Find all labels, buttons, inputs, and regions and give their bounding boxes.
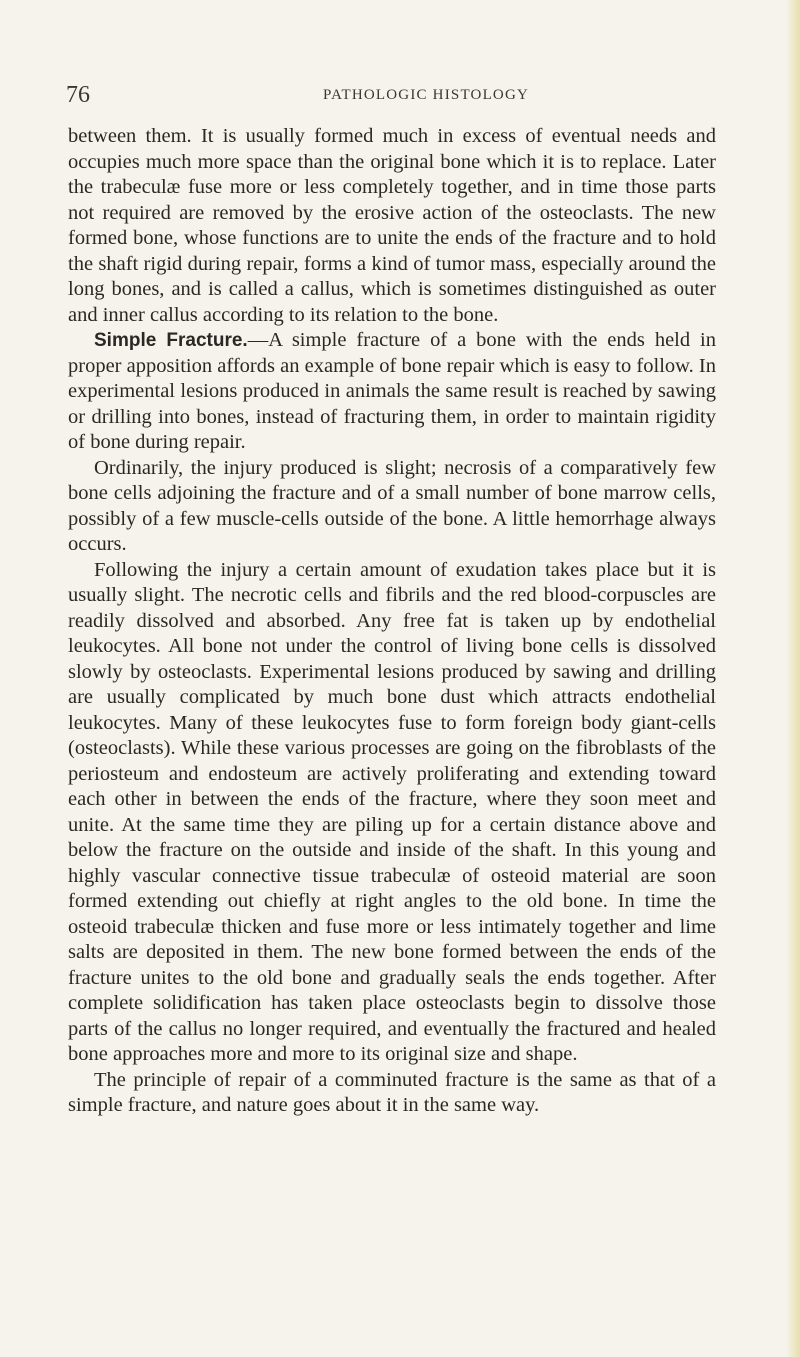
section-heading-simple-fracture: Simple Fracture. (94, 330, 248, 351)
paragraph-simple-fracture-text: —A simple fracture of a bone with the ends held in proper apposition affords an example of bone repair which is easy to follow. In experimental lesions produced in animals the same result is reached by sawing or drilling into bones, instead of fracturing them, in order to maintain rigidity of bone during repair. (68, 329, 716, 453)
page-edge-shadow (786, 0, 800, 1357)
paragraph-injury: Ordinarily, the injury produced is slight; necrosis of a comparatively few bone cells adjoining the fracture and of a small number of bone marrow cells, possibly of a few muscle-cells outside of the bone. A little hemorrhage always occurs. (68, 456, 716, 555)
paragraph-simple-fracture (68, 328, 716, 456)
paragraph-exudation: Following the injury a certain amount of exudation takes place but it is usually slight. The necrotic cells and fibrils and the red blood-corpuscles are readily dissolved and absorbed. Any free fat is taken up by endothelial leukocytes. All bone not under the control of living bone cells is dissolved slowly by osteoclasts. Experimental lesions produced by sawing and drilling are usually complicated by much bone dust which attracts endothelial leukocytes. Many of these leukocytes fuse to form foreign body giant-cells (osteoclasts). While these various processes are going on the fibroblasts of the periosteum and endosteum are actively proliferating and extending toward each other in between the ends of the fracture, where they soon meet and unite. At the same time they are piling up for a certain distance above and below the fracture on the outside and inside of the shaft. In this young and highly vascular connective tissue trabeculæ of osteoid material are soon formed extending out chiefly at right angles to the old bone. In time the osteoid trabeculæ thicken and fuse more or less intimately together and lime salts are deposited in them. The new bone formed between the ends of the fracture unites to the old bone and gradually seals the ends together. After complete solidification has taken place osteoclasts begin to dissolve those parts of the callus no longer required, and eventually the fractured and healed bone approaches more and more to its original size and shape. (68, 558, 716, 1065)
paragraph-callus: between them. It is usually formed much in excess of eventual needs and occupies much more space than the original bone which it is to replace. Later the trabeculæ fuse more or less completely together, and in time those parts not required are removed by the erosive action of the osteoclasts. The new formed bone, whose functions are to unite the ends of the fracture and to hold the shaft rigid during repair, forms a kind of tumor mass, especially around the long bones, and is called a callus, which is sometimes distinguished as outer and inner callus according to its relation to the bone. (68, 125, 716, 326)
running-head: PATHOLOGIC HISTOLOGY (322, 87, 530, 103)
body-text (68, 124, 716, 1119)
page-number: 76 (66, 82, 90, 108)
paragraph-comminuted: The principle of repair of a comminuted fracture is the same as that of a simple fracture, and nature goes about it in the same way. (68, 1068, 716, 1116)
page-header (66, 80, 716, 110)
